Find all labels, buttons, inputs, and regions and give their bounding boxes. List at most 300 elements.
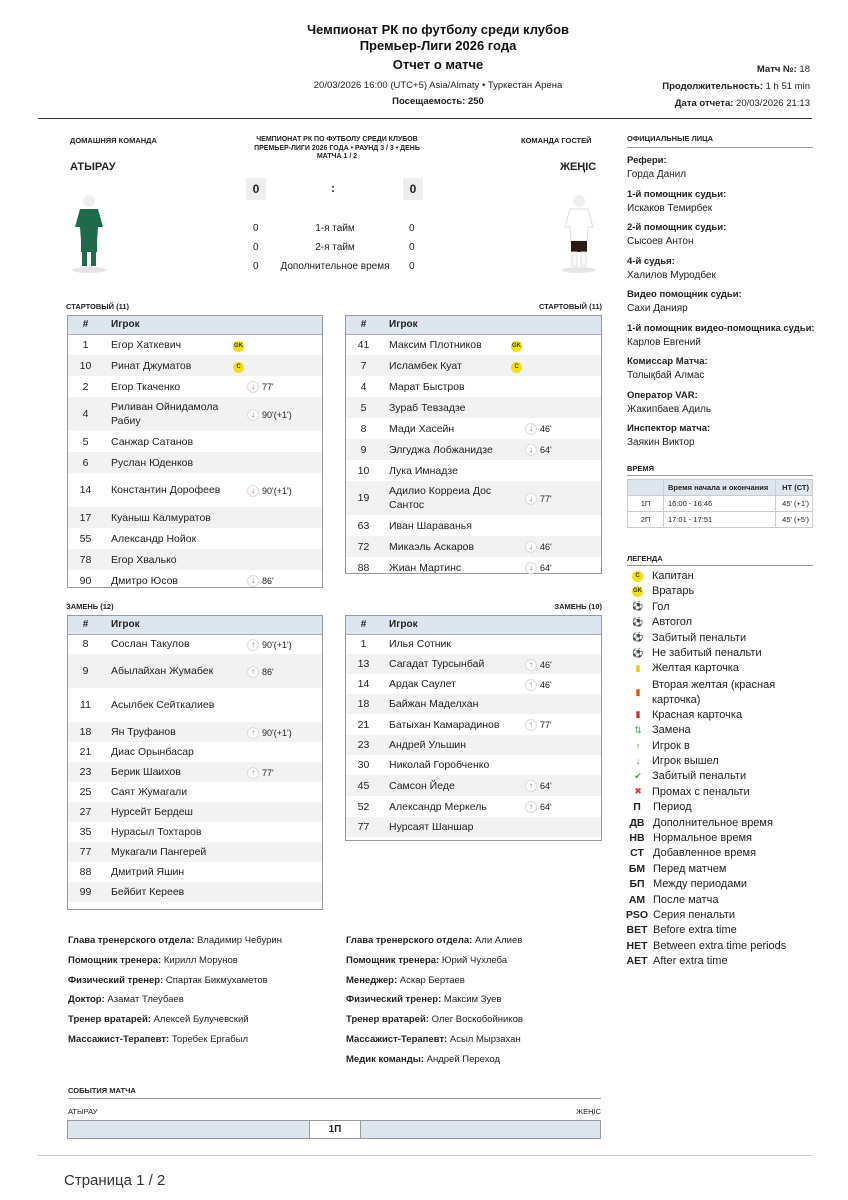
legend-label: Капитан <box>652 570 694 582</box>
legend-label: Нормальное время <box>653 832 752 844</box>
legend-abbr-item <box>624 817 773 829</box>
report-date: Дата отчета: 20/03/2026 21:13 <box>674 98 810 109</box>
player-number: 25 <box>79 786 92 798</box>
player-extra <box>511 481 601 515</box>
legend-label: Игрок в <box>652 739 690 752</box>
home-starting-table <box>68 316 322 591</box>
player-name: Санжар Сатанов <box>111 435 194 448</box>
player-in-event: ↑ 64' <box>525 780 552 792</box>
staff-name: Азамат Тлеубаев <box>104 994 184 1006</box>
player-in-event: ↑ 86' <box>247 666 274 678</box>
player-name: Риливан Ойнидамола Рабиу <box>103 397 233 431</box>
player-out-event: ↓ 77' <box>247 381 274 393</box>
staff-name: Асыл Мырзахан <box>447 1033 521 1045</box>
officials-title: ОФИЦИАЛЬНЫЕ ЛИЦА <box>627 134 714 143</box>
official-role: 1-й помощник видео-помощника судьи: <box>627 322 815 334</box>
official-entry <box>627 390 817 424</box>
staff-role: Глава тренерского отдела: <box>346 935 473 946</box>
staff-name: Кирилл Морунов <box>161 954 238 966</box>
player-number: 78 <box>68 549 103 570</box>
player-row <box>68 762 322 782</box>
official-entry <box>627 155 817 189</box>
player-name: Егор Хаткевич <box>111 338 182 351</box>
event-minute: 46' <box>540 659 552 670</box>
home-subs-label: ЗАМЕНЬ (12) <box>66 602 114 611</box>
legend-label: Добавленное время <box>653 847 757 860</box>
player-name: Жиан Мартинс <box>389 561 462 574</box>
player-row <box>68 507 322 528</box>
player-extra <box>511 817 601 837</box>
legend-item <box>631 601 670 613</box>
player-row <box>346 694 601 714</box>
player-in-event: ↑ 90'(+1') <box>247 727 292 739</box>
player-extra <box>511 634 601 654</box>
staff-role: Физический тренер: <box>346 994 442 1006</box>
event-minute: 64' <box>540 802 552 812</box>
player-name: Сагадат Турсынбай <box>381 654 511 674</box>
player-number: 21 <box>79 746 92 758</box>
player-row <box>68 355 322 376</box>
player-row <box>68 549 322 570</box>
player-row <box>68 742 322 762</box>
player-extra <box>511 796 601 817</box>
staff-entry <box>68 955 282 975</box>
player-name: Андрей Ульшин <box>381 735 511 755</box>
event-minute: 77' <box>540 720 552 730</box>
attendance: Посещаемость: 250 <box>392 96 484 107</box>
official-entry <box>627 423 817 457</box>
player-name: Дмитро Юсов <box>111 574 178 587</box>
player-name: Лука Имнадзе <box>389 464 458 477</box>
player-name: Элгуджа Лобжанидзе <box>381 439 511 460</box>
legend-label: Промах с пенальти <box>652 785 750 798</box>
penalty-scored-icon: ⚽ <box>632 632 644 643</box>
player-number: 52 <box>357 800 370 813</box>
goalkeeper-badge-icon: GK <box>233 341 244 352</box>
goal-icon: ⚽ <box>632 601 644 612</box>
player-in-event: ↑ 46' <box>525 659 552 671</box>
player-name: Иван Шараванья <box>389 519 472 532</box>
legend-abbr-item <box>624 909 735 921</box>
player-extra <box>511 439 601 460</box>
player-extra <box>511 460 601 481</box>
player-extra <box>233 507 322 528</box>
player-out-event: ↓ 46' <box>525 423 552 435</box>
player-in-event: ↑ 77' <box>247 767 274 779</box>
player-extra <box>233 473 322 507</box>
col-num-header: # <box>68 316 103 334</box>
report-title-line2: Премьер-Лиги 2026 года <box>359 38 517 53</box>
player-number: 35 <box>79 826 92 838</box>
event-minute: 64' <box>540 563 552 573</box>
player-name: Куаныш Калмуратов <box>103 507 233 528</box>
event-minute: 90'(+1') <box>262 485 292 496</box>
player-row <box>346 654 601 674</box>
home-score: 0 <box>246 178 266 200</box>
staff-entry <box>68 1014 282 1034</box>
legend-abbr-item <box>624 955 728 967</box>
player-in-icon: ↑ <box>635 740 641 751</box>
ht-col-header: HT (СТ) <box>775 480 812 496</box>
staff-role: Тренер вратарей: <box>346 1014 429 1026</box>
official-entry <box>627 289 817 323</box>
player-out-event: ↓ 77' <box>525 493 552 505</box>
player-extra <box>233 882 322 902</box>
event-minute: 90'(+1') <box>262 409 292 420</box>
penalty-check-icon: ✔ <box>634 770 642 781</box>
event-minute: 46' <box>540 542 552 552</box>
player-name: Константин Дорофеев <box>111 484 221 496</box>
away-score: 0 <box>403 178 423 200</box>
legend-item <box>631 678 802 708</box>
staff-role: Массажист-Терапевт: <box>346 1033 448 1045</box>
legend-abbr-item <box>624 863 726 875</box>
event-minute: 90'(+1') <box>262 727 292 738</box>
player-extra <box>233 334 322 355</box>
staff-entry <box>346 955 523 975</box>
period-1-label: 1-я тайм <box>315 223 355 234</box>
period-2-away: 0 <box>409 242 415 253</box>
player-row <box>346 674 601 694</box>
player-extra <box>511 355 601 376</box>
player-row <box>68 842 322 862</box>
home-team-name: АТЫРАУ <box>70 161 116 173</box>
player-number: 90 <box>79 574 92 587</box>
player-row <box>68 473 322 507</box>
time-col-header: Время начала и окончания <box>664 480 776 496</box>
player-row <box>68 397 322 431</box>
legend-label: Красная карточка <box>652 708 743 721</box>
period-et-home: 0 <box>253 261 259 272</box>
home-staff-list <box>68 935 282 1054</box>
official-name: Халилов Муродбек <box>627 269 716 281</box>
legend-abbr: БМ <box>628 862 646 875</box>
player-number: 2 <box>82 380 89 393</box>
player-extra <box>233 688 322 722</box>
player-extra <box>511 654 601 674</box>
official-role: Оператор VAR: <box>627 389 698 401</box>
datetime-venue: 20/03/2026 16:00 (UTC+5) Asia/Almaty • Туркестан Арена <box>313 80 563 91</box>
player-extra <box>233 722 322 742</box>
player-extra <box>511 674 601 694</box>
player-extra <box>233 634 322 654</box>
player-number: 18 <box>346 694 381 714</box>
staff-name: Аскар Бертаев <box>397 974 465 986</box>
staff-name: Андрей Переход <box>424 1053 501 1065</box>
penalty-missed-icon: ⚽ <box>632 647 644 658</box>
player-name: Николай Горобченко <box>389 759 490 771</box>
player-extra <box>511 714 601 735</box>
staff-entry <box>68 975 282 995</box>
event-minute: 77' <box>262 767 274 778</box>
player-number: 77 <box>346 817 381 837</box>
player-row <box>68 431 322 452</box>
player-row <box>346 515 601 536</box>
period-et-away: 0 <box>409 261 415 272</box>
home-subs-table <box>68 616 322 902</box>
score-separator: : <box>331 181 335 195</box>
away-starting-label: СТАРТОВЫЙ (11) <box>538 302 602 311</box>
period-2-home: 0 <box>253 242 259 253</box>
captain-badge-icon: C <box>233 362 244 373</box>
legend-label: Between extra time periods <box>653 939 787 952</box>
staff-role: Тренер вратарей: <box>68 1014 151 1026</box>
player-row <box>68 570 322 591</box>
player-extra <box>233 802 322 822</box>
player-name: Марат Быстров <box>389 380 465 393</box>
official-name: Заякин Виктор <box>627 437 695 448</box>
player-number: 5 <box>82 435 89 448</box>
player-out-event: ↓ 90'(+1') <box>247 409 292 421</box>
player-row <box>346 796 601 817</box>
home-team-label: ДОМАШНЯЯ КОМАНДА <box>70 136 157 145</box>
officials-list <box>627 155 817 457</box>
player-name: Мади Хасейн <box>389 422 455 435</box>
staff-name: Торебек Ергабыл <box>169 1033 249 1045</box>
yellow-card-icon: ▮ <box>635 662 641 673</box>
player-row <box>346 355 601 376</box>
report-title-line1: Чемпионат РК по футболу среди клубов <box>306 22 569 37</box>
player-in-event: ↑ 77' <box>525 719 552 731</box>
official-role: 1-й помощник судьи: <box>627 188 727 200</box>
event-minute: 64' <box>540 781 552 791</box>
player-number: 30 <box>357 759 370 771</box>
staff-role: Медик команды: <box>346 1053 424 1065</box>
captain-icon: C <box>632 571 643 582</box>
player-row <box>68 722 322 742</box>
player-name: Нурсаят Шаншар <box>381 817 511 837</box>
player-out-event: ↓ 64' <box>525 562 552 574</box>
legend-label: Вратарь <box>652 585 695 598</box>
legend-abbr: АМ <box>628 893 646 906</box>
legend-item <box>631 709 742 721</box>
period-1-home: 0 <box>253 223 259 234</box>
player-number: 13 <box>346 654 381 674</box>
player-number: 88 <box>79 866 92 878</box>
legend-label: Серия пенальти <box>653 909 736 921</box>
legend-item <box>631 647 762 659</box>
report-subtitle: Отчет о матче <box>392 57 484 72</box>
legend-abbr: НВ <box>629 832 645 844</box>
player-row <box>68 782 322 802</box>
events-period-marker: 1П <box>309 1121 361 1138</box>
player-out-icon: ↓ <box>635 756 641 766</box>
away-kit-icon <box>556 193 602 275</box>
player-number: 72 <box>346 536 381 557</box>
player-number: 1 <box>360 638 367 651</box>
official-role: Видео помощник судьи: <box>627 289 742 300</box>
player-extra <box>511 334 601 355</box>
events-away-team: ЖЕҢІС <box>576 1107 601 1116</box>
player-row <box>346 817 601 837</box>
col-num-header: # <box>346 316 381 334</box>
player-number: 5 <box>346 397 381 418</box>
player-name: Берик Шаихов <box>103 762 233 782</box>
player-row <box>346 735 601 755</box>
player-name: Абылайхан Жумабек <box>103 654 233 688</box>
legend-abbr: AET <box>626 955 648 968</box>
legend-label: Before extra time <box>653 924 737 937</box>
player-extra <box>233 762 322 782</box>
legend-abbr: П <box>633 801 641 814</box>
player-name: Илья Сотник <box>389 638 452 651</box>
col-num-header: # <box>346 616 381 634</box>
player-number: 88 <box>357 561 370 574</box>
player-extra <box>511 755 601 775</box>
player-name: Байжан Маделхан <box>381 694 511 714</box>
official-entry <box>627 189 817 223</box>
player-row <box>346 334 601 355</box>
legend-item <box>631 724 691 736</box>
legend-item <box>631 585 694 597</box>
player-number: 21 <box>357 718 370 731</box>
player-name: Микаэль Аскаров <box>381 536 511 557</box>
event-minute: 46' <box>540 424 552 434</box>
staff-name: Владимир Чебурин <box>194 935 282 946</box>
player-extra <box>233 355 322 376</box>
player-name: Бейбит Кереев <box>103 882 233 902</box>
staff-name: Олег Воскобойников <box>428 1014 523 1026</box>
legend-label: Между периодами <box>653 878 748 891</box>
player-extra <box>233 528 322 549</box>
official-entry <box>627 222 817 256</box>
player-extra <box>511 376 601 397</box>
staff-name: Спартак Бикмухаметов <box>163 974 268 986</box>
header-divider <box>38 118 812 119</box>
player-number: 8 <box>82 638 89 651</box>
legend-abbr-item <box>624 940 786 952</box>
player-extra <box>233 431 322 452</box>
player-extra <box>233 842 322 862</box>
player-extra <box>233 822 322 842</box>
player-row <box>68 654 322 688</box>
player-row <box>346 418 601 439</box>
events-home-team: АТЫРАУ <box>68 1107 98 1116</box>
player-number: 14 <box>357 678 370 690</box>
player-name: Исламбек Куат <box>381 355 511 376</box>
player-extra <box>233 549 322 570</box>
official-entry <box>627 323 817 357</box>
player-number: 4 <box>360 380 367 393</box>
player-extra <box>511 536 601 557</box>
legend-item <box>631 616 692 628</box>
col-player-header: Игрок <box>103 616 322 634</box>
official-name: Толықбай Алмас <box>627 370 705 381</box>
duration: Продолжительность: 1 h 51 min <box>662 81 810 92</box>
player-row <box>68 634 322 654</box>
staff-role: Помощник тренера: <box>346 954 440 966</box>
official-role: Рефери: <box>627 155 667 166</box>
player-name: Сослан Такулов <box>111 638 190 651</box>
goalkeeper-icon: GK <box>632 586 643 597</box>
staff-role: Менеджер: <box>346 974 398 986</box>
staff-role: Глава тренерского отдела: <box>68 935 195 946</box>
player-number: 55 <box>79 532 92 545</box>
player-in-event: ↑ 46' <box>525 679 552 691</box>
staff-role: Массажист-Терапевт: <box>68 1033 170 1045</box>
player-row <box>68 452 322 473</box>
player-number: 7 <box>346 355 381 376</box>
goalkeeper-badge-icon: GK <box>511 341 522 352</box>
legend-abbr: БП <box>629 878 645 891</box>
period-2-label: 2-я тайм <box>315 242 355 253</box>
legend-item <box>631 770 746 782</box>
staff-entry <box>68 935 282 955</box>
player-number: 11 <box>80 699 91 711</box>
event-minute: 86' <box>262 576 274 586</box>
legend-label: Желтая карточка <box>652 662 739 675</box>
player-in-event: ↑ 90'(+1') <box>247 639 292 651</box>
staff-entry <box>346 1054 523 1074</box>
player-number: 23 <box>346 735 381 755</box>
away-team-label: КОМАНДА ГОСТЕЙ <box>521 136 592 145</box>
staff-entry <box>346 935 523 955</box>
staff-role: Доктор: <box>68 994 105 1006</box>
official-role: Комиссар Матча: <box>627 356 708 367</box>
page-number: Страница 1 / 2 <box>64 1172 166 1189</box>
staff-entry <box>346 975 523 995</box>
staff-entry <box>346 994 523 1014</box>
player-name: Егор Ткаченко <box>111 380 181 393</box>
player-row <box>346 397 601 418</box>
player-out-event: ↓ 64' <box>525 444 552 456</box>
player-extra <box>233 782 322 802</box>
official-role: 4-й судья: <box>627 255 675 267</box>
player-extra <box>511 515 601 536</box>
player-row <box>346 755 601 775</box>
player-name: Ринат Джуматов <box>103 355 233 376</box>
legend-abbr-item <box>624 801 692 813</box>
player-number: 10 <box>357 464 370 477</box>
legend-abbr-item <box>624 847 756 859</box>
official-name: Сахи Данияр <box>627 303 688 314</box>
legend-item <box>631 570 694 582</box>
legend-abbr: СТ <box>630 847 644 860</box>
substitution-icon: ⇅ <box>634 724 642 735</box>
official-entry <box>627 256 817 290</box>
away-team-name: ЖЕҢІС <box>560 161 597 173</box>
legend-label: Забитый пенальти <box>652 631 747 644</box>
legend-item <box>631 662 739 674</box>
player-number: 63 <box>357 519 370 532</box>
staff-entry <box>346 1034 523 1054</box>
legend-label: Не забитый пенальти <box>652 647 762 659</box>
player-name: Самсон Йеде <box>381 775 511 796</box>
events-title: СОБЫТИЯ МАТЧА <box>68 1086 136 1095</box>
penalty-cross-icon: ✖ <box>634 786 642 797</box>
player-extra <box>233 654 322 688</box>
match-number: Матч №: 18 <box>756 64 810 75</box>
player-name: Александр Меркель <box>389 800 487 813</box>
event-minute: 77' <box>262 382 274 392</box>
event-minute: 46' <box>540 679 552 690</box>
player-name: Асылбек Сейткалиев <box>111 699 215 711</box>
legend-abbr: HET <box>626 939 648 952</box>
col-num-header: # <box>68 616 103 634</box>
home-kit-icon <box>66 193 112 275</box>
player-number: 10 <box>68 355 103 376</box>
event-minute: 90'(+1') <box>262 639 292 650</box>
player-name: Александр Нойок <box>111 532 197 545</box>
staff-name: Максим Зуев <box>441 994 502 1006</box>
legend-label: Гол <box>652 600 670 613</box>
player-out-event: ↓ 86' <box>247 575 274 587</box>
away-staff-list <box>346 935 523 1074</box>
legend-label: Дополнительное время <box>653 816 773 829</box>
player-row <box>68 882 322 902</box>
player-extra <box>233 376 322 397</box>
legend-item <box>631 786 750 798</box>
